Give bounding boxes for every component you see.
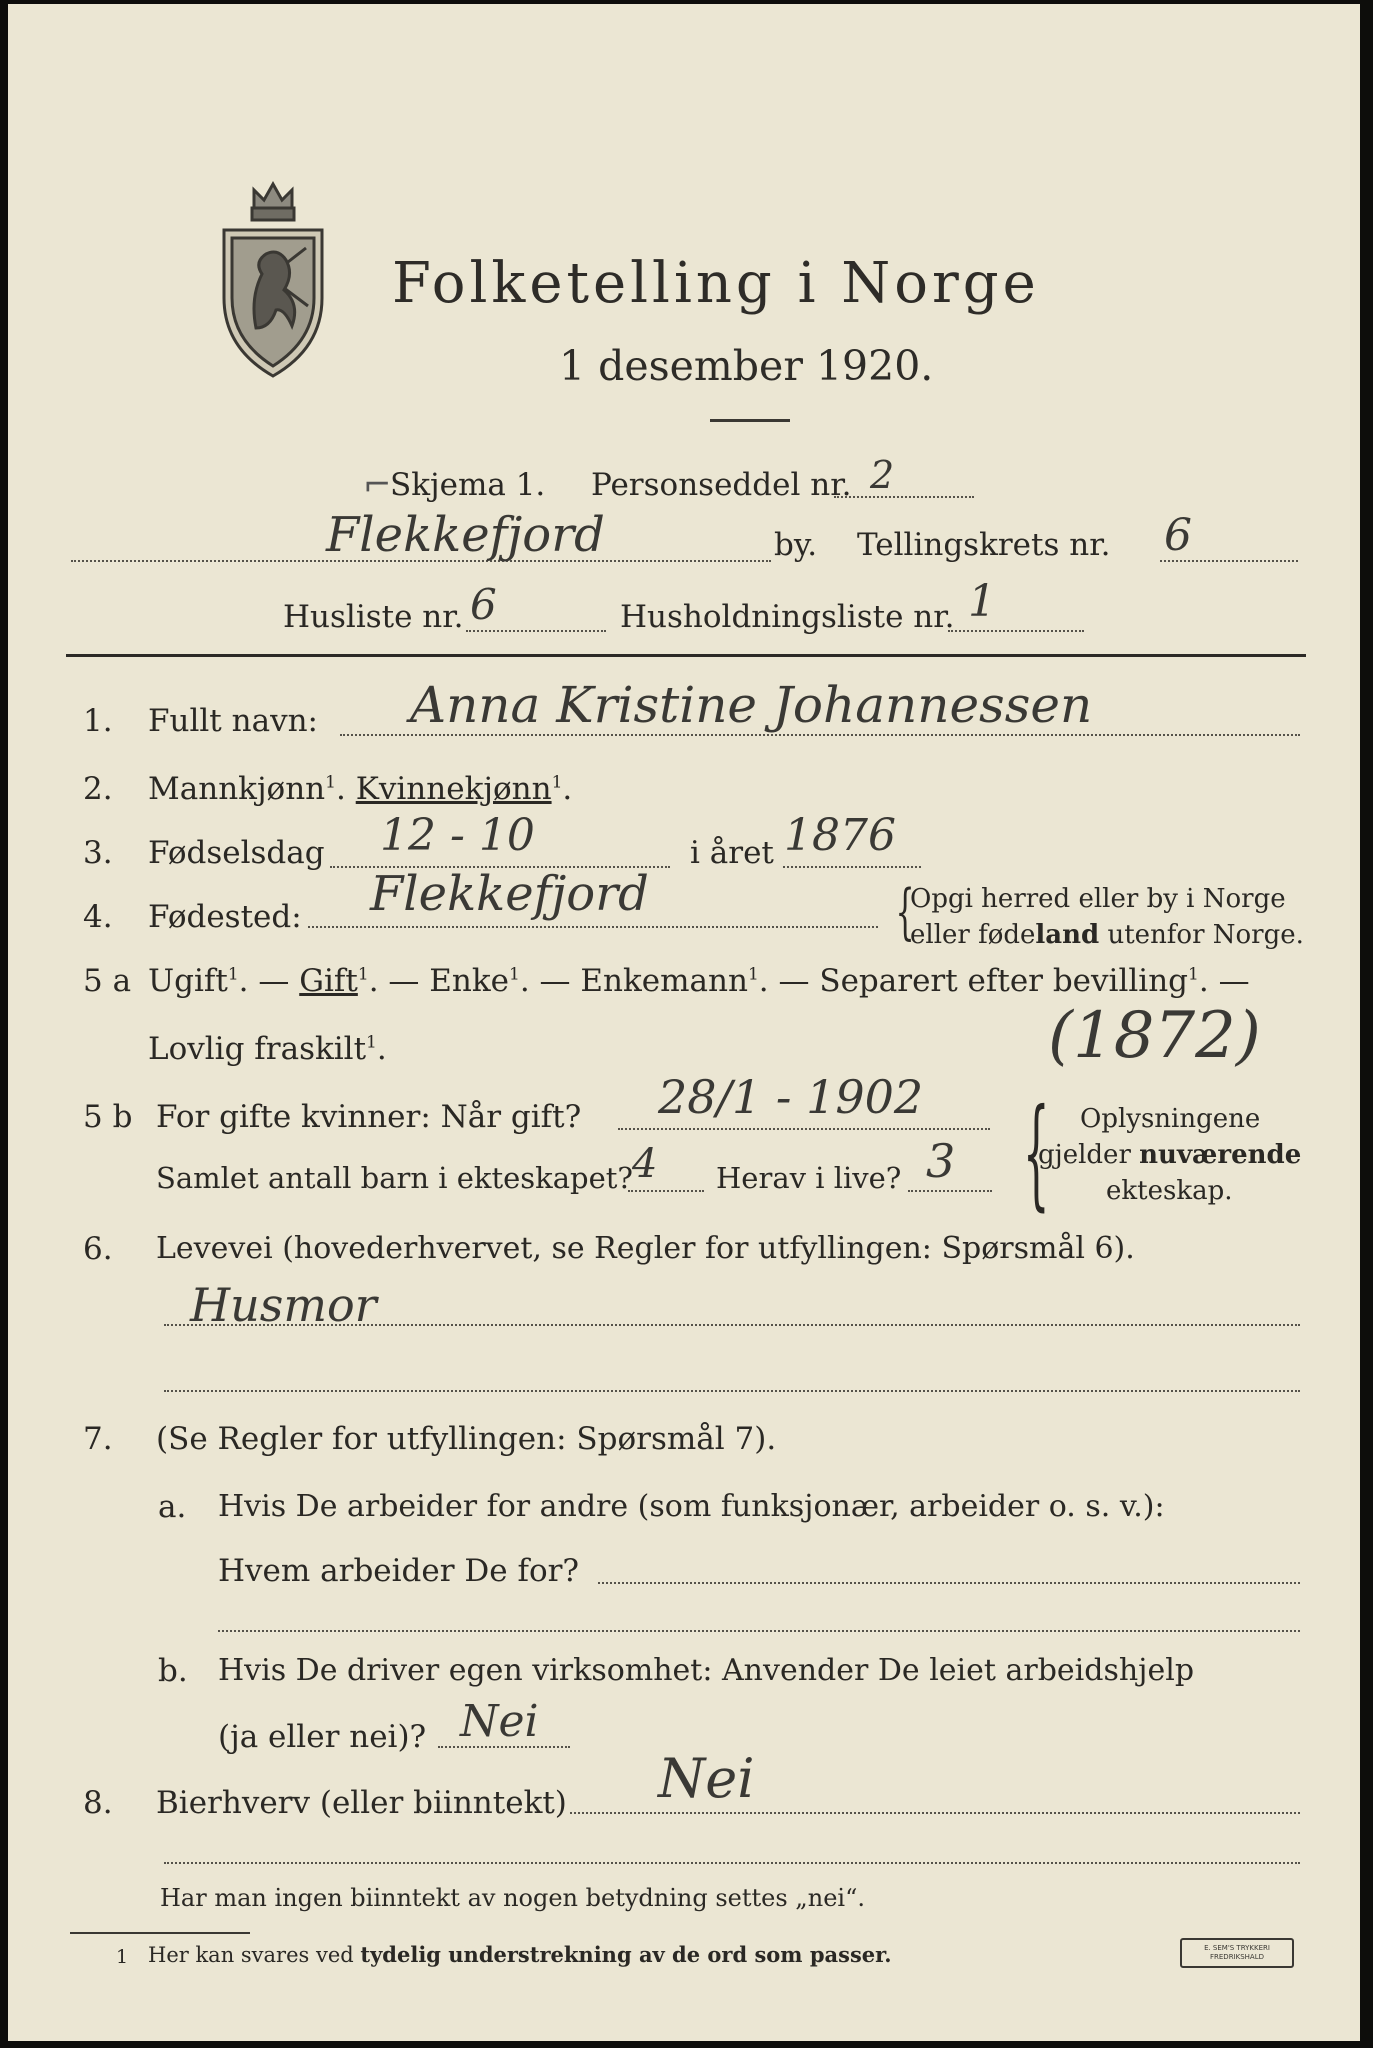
tellingskrets-label: Tellingskrets nr.: [857, 527, 1111, 563]
q5b-gift-value: 28/1 - 1902: [658, 1070, 924, 1124]
coat-of-arms-icon: [214, 178, 332, 380]
personseddel-label: Personseddel nr.: [591, 467, 852, 503]
q6-line-1: [164, 1324, 1300, 1326]
q6-label: Levevei (hovederhvervet, se Regler for utfyllingen: Spørsmål 6).: [156, 1231, 1135, 1266]
q5a-options: Ugift$^1$. — Gift$^1$. — Enke$^1$. — Enkemann$^1$. — Separert efter bevilling$^1$. —: [148, 963, 1250, 999]
q4-label: Fødested:: [148, 899, 302, 935]
q4-brace: {: [895, 877, 915, 947]
q7b-text: Hvis De driver egen virksomhet: Anvender De leiet arbeidshjelp: [218, 1653, 1195, 1688]
gift-option: Gift: [299, 963, 358, 999]
q5b-number: 5 b: [83, 1099, 133, 1135]
q8-line-1: [570, 1812, 1300, 1814]
bracket-mark: ⌐: [363, 465, 392, 505]
section-rule: [66, 654, 1306, 657]
q4-number: 4.: [83, 899, 113, 935]
q3-aaret-line: [783, 866, 921, 868]
q3-number: 3.: [83, 835, 113, 871]
q3-label: Fødselsdag: [148, 835, 325, 871]
q7b-letter: b.: [158, 1653, 188, 1689]
skjema-label: Skjema 1.: [390, 467, 546, 503]
q7a-sub: Hvem arbeider De for?: [218, 1553, 580, 1589]
fraskilt-option: Lovlig fraskilt$^1$.: [148, 1031, 387, 1067]
q7b-value: Nei: [460, 1696, 539, 1747]
q5b-barn-value: 4: [632, 1141, 658, 1187]
q5b-ilive-value: 3: [926, 1134, 956, 1188]
husholdning-value: 1: [968, 576, 996, 627]
q4-note-2: eller fødeland utenfor Norge.: [910, 920, 1304, 950]
q5b-label: For gifte kvinner: Når gift?: [156, 1099, 582, 1135]
census-form: [8, 4, 1360, 2041]
printer-stamp: E. SEM'S TRYKKERI FREDRIKSHALD: [1180, 1938, 1294, 1968]
q2-number: 2.: [83, 771, 113, 807]
q2-options: Mannkjønn$^1$. Kvinnekjønn$^1$.: [148, 771, 573, 807]
tellingskrets-value: 6: [1164, 510, 1192, 561]
q8-label: Bierhverv (eller biinntekt): [156, 1785, 567, 1821]
q4-note-1: Opgi herred eller by i Norge: [910, 884, 1286, 914]
q6-number: 6.: [83, 1231, 113, 1267]
q5b-gift-line: [618, 1128, 990, 1130]
husholdning-line: [948, 630, 1084, 632]
husliste-line: [466, 630, 606, 632]
census-date: 1 desember 1920.: [559, 342, 934, 390]
title-rule: [710, 419, 790, 422]
q5b-note-3: ekteskap.: [1106, 1176, 1233, 1206]
q3-aaret-value: 1876: [784, 810, 896, 861]
q7a-letter: a.: [158, 1489, 187, 1525]
q3-aaret-label: i året: [690, 835, 774, 871]
q1-label: Fullt navn:: [148, 703, 318, 739]
q5b-note-2: gjelder nuværende: [1038, 1140, 1302, 1170]
enkemann-option: Enkemann: [580, 963, 748, 999]
husholdning-label: Husholdningsliste nr.: [620, 599, 955, 635]
enke-option: Enke: [429, 963, 509, 999]
q4-value: Flekkefjord: [370, 866, 649, 922]
q4-line: [308, 926, 878, 928]
q7-number: 7.: [83, 1421, 113, 1457]
q8-number: 8.: [83, 1785, 113, 1821]
q5b-ilive-label: Herav i live?: [716, 1161, 902, 1195]
by-value: Flekkefjord: [326, 507, 605, 563]
separert-option: Separert efter bevilling: [819, 963, 1189, 999]
husliste-value: 6: [470, 580, 497, 629]
q7a-line-1: [598, 1582, 1300, 1584]
q1-number: 1.: [83, 703, 113, 739]
footnote-number: 1: [116, 1946, 129, 1968]
q7a-line-2: [218, 1630, 1300, 1632]
q5b-barn-line: [628, 1190, 704, 1192]
q7a-text: Hvis De arbeider for andre (som funksjonær, arbeider o. s. v.):: [218, 1489, 1165, 1524]
q6-value: Husmor: [190, 1278, 377, 1332]
q5b-note-1: Oplysningene: [1080, 1104, 1261, 1134]
kvinnekjonn-option: Kvinnekjønn: [355, 771, 552, 807]
footer-note: Har man ingen biinntekt av nogen betydning settes „nei“.: [160, 1884, 865, 1912]
q5b-barn-label: Samlet antall barn i ekteskapet?: [156, 1161, 633, 1195]
form-title: Folketelling i Norge: [392, 251, 1040, 316]
q8-value: Nei: [658, 1747, 755, 1810]
ugift-option: Ugift: [148, 963, 228, 999]
q5b-brace: {: [1022, 1084, 1050, 1223]
q3-value: 12 - 10: [380, 810, 535, 861]
personseddel-line: [834, 496, 974, 498]
q7-label: (Se Regler for utfyllingen: Spørsmål 7).: [156, 1421, 777, 1457]
q1-line: [340, 734, 1300, 736]
footnote-text: Her kan svares ved tydelig understrekning av de ord som passer.: [148, 1942, 892, 1967]
footnote-rule: [70, 1932, 250, 1934]
mannkjonn-option: Mannkjønn: [148, 771, 326, 807]
personseddel-value: 2: [870, 453, 895, 497]
q7b-sub: (ja eller nei)?: [218, 1719, 427, 1755]
by-label: by.: [774, 527, 818, 563]
husliste-label: Husliste nr.: [283, 599, 464, 635]
q5a-number: 5 a: [83, 963, 132, 999]
q6-line-2: [164, 1390, 1300, 1392]
q8-line-2: [164, 1862, 1300, 1864]
q5b-ilive-line: [908, 1190, 992, 1192]
q5a-margin-note: (1872): [1048, 999, 1261, 1073]
q1-value: Anna Kristine Johannessen: [410, 676, 1093, 734]
